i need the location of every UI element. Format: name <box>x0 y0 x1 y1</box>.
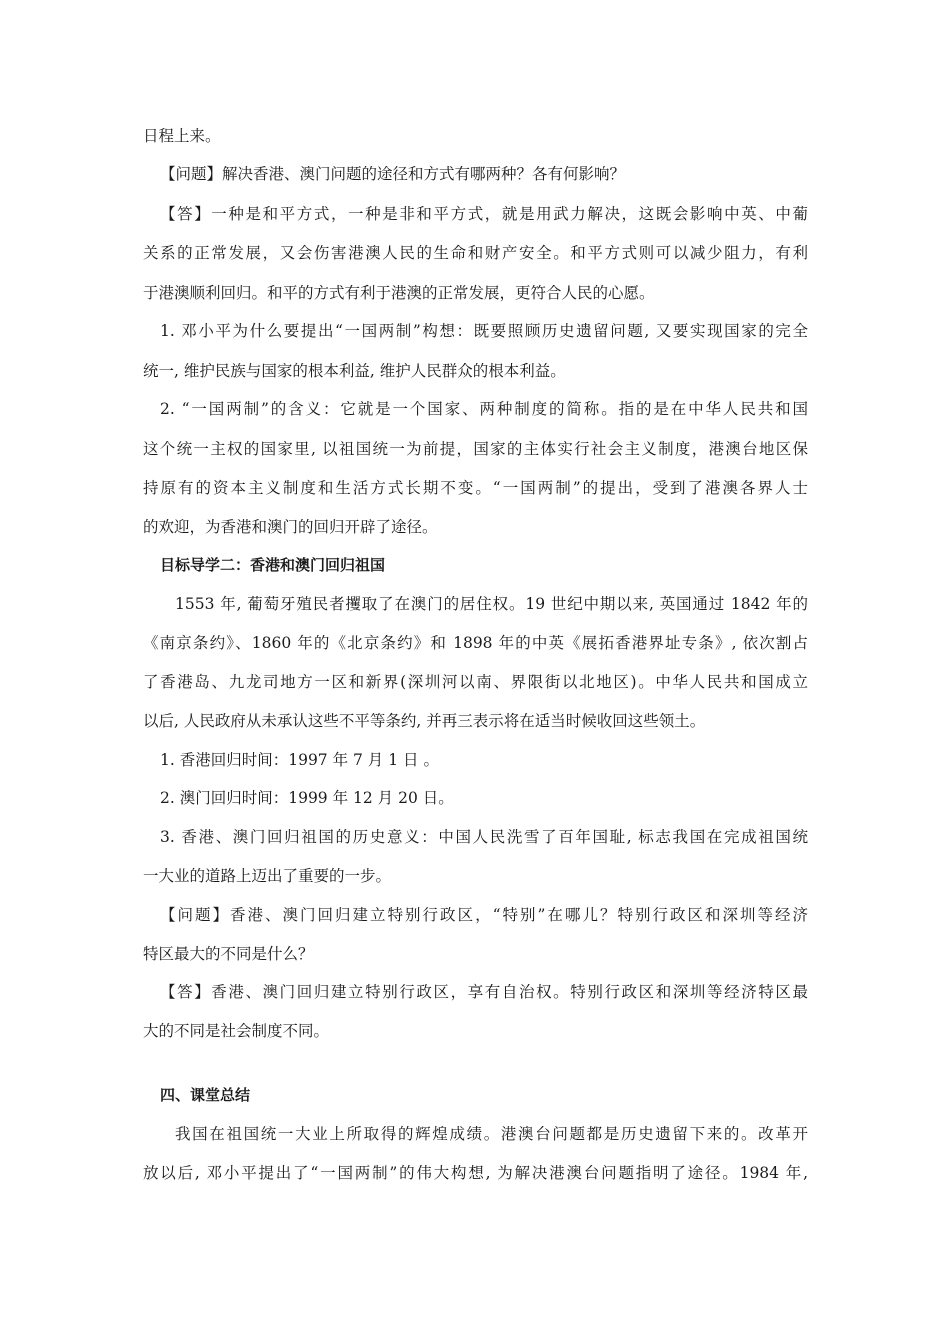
list-item: 2. “一国两制”的含义：它就是一个国家、两种制度的简称。指的是在中华人民共和国 <box>160 400 808 418</box>
text-line: 关系的正常发展，又会伤害港澳人民的生命和财产安全。和平方式则可以减少阻力，有利 <box>143 244 808 262</box>
list-item: 1. 邓小平为什么要提出“一国两制”构想：既要照顾历史遗留问题, 又要实现国家的完全 <box>160 322 808 340</box>
text-line: 以后, 人民政府从未承认这些不平等条约, 并再三表示将在适当时候收回这些领土。 <box>143 712 706 730</box>
answer-line: 【答】香港、澳门回归建立特别行政区，享有自治权。特别行政区和深圳等经济特区最 <box>160 983 808 1001</box>
text-line: 《南京条约》、1860 年的《北京条约》和 1898 年的中英《展拓香港界址专条》, 依次割占 <box>143 634 808 652</box>
list-item: 1. 香港回归时间：1997 年 7 月 1 日 。 <box>160 751 439 769</box>
text-line: 一大业的道路上迈出了重要的一步。 <box>143 867 392 885</box>
section-heading: 四、课堂总结 <box>160 1086 251 1104</box>
text-line: 这个统一主权的国家里, 以祖国统一为前提，国家的主体实行社会主义制度，港澳台地区保 <box>143 440 808 458</box>
list-item: 2. 澳门回归时间：1999 年 12 月 20 日。 <box>160 789 454 807</box>
text-line: 放以后, 邓小平提出了“一国两制”的伟大构想, 为解决港澳台问题指明了途径。1984 年, <box>143 1164 808 1182</box>
list-item: 3. 香港、澳门回归祖国的历史意义：中国人民洗雪了百年国耻, 标志我国在完成祖国统 <box>160 828 808 846</box>
text-line: 于港澳顺利回归。和平的方式有利于港澳的正常发展，更符合人民的心愿。 <box>143 284 655 302</box>
paragraph-line: 我国在祖国统一大业上所取得的辉煌成绩。港澳台问题都是历史遗留下来的。改革开 <box>175 1125 808 1143</box>
text-line: 的欢迎，为香港和澳门的回归开辟了途径。 <box>143 518 438 536</box>
paragraph-line: 1553 年, 葡萄牙殖民者攫取了在澳门的居住权。19 世纪中期以来, 英国通过 1842 年的 <box>175 595 808 613</box>
answer-line: 【答】一种是和平方式，一种是非和平方式，就是用武力解决，这既会影响中英、中葡 <box>160 205 808 223</box>
text-line: 了香港岛、九龙司地方一区和新界(深圳河以南、界限街以北地区)。中华人民共和国成立 <box>143 673 808 691</box>
question-line: 【问题】香港、澳门回归建立特别行政区，“特别”在哪儿？特别行政区和深圳等经济 <box>160 906 808 924</box>
text-line: 统一, 维护民族与国家的根本利益, 维护人民群众的根本利益。 <box>143 362 566 380</box>
question-line: 【问题】解决香港、澳门问题的途径和方式有哪两种？各有何影响？ <box>160 165 626 183</box>
text-line: 持原有的资本主义制度和生活方式长期不变。“一国两制”的提出，受到了港澳各界人士 <box>143 479 808 497</box>
text-line: 大的不同是社会制度不同。 <box>143 1022 330 1040</box>
text-line: 日程上来。 <box>143 127 221 145</box>
text-line: 特区最大的不同是什么？ <box>143 945 314 963</box>
section-heading: 目标导学二：香港和澳门回归祖国 <box>160 556 386 574</box>
